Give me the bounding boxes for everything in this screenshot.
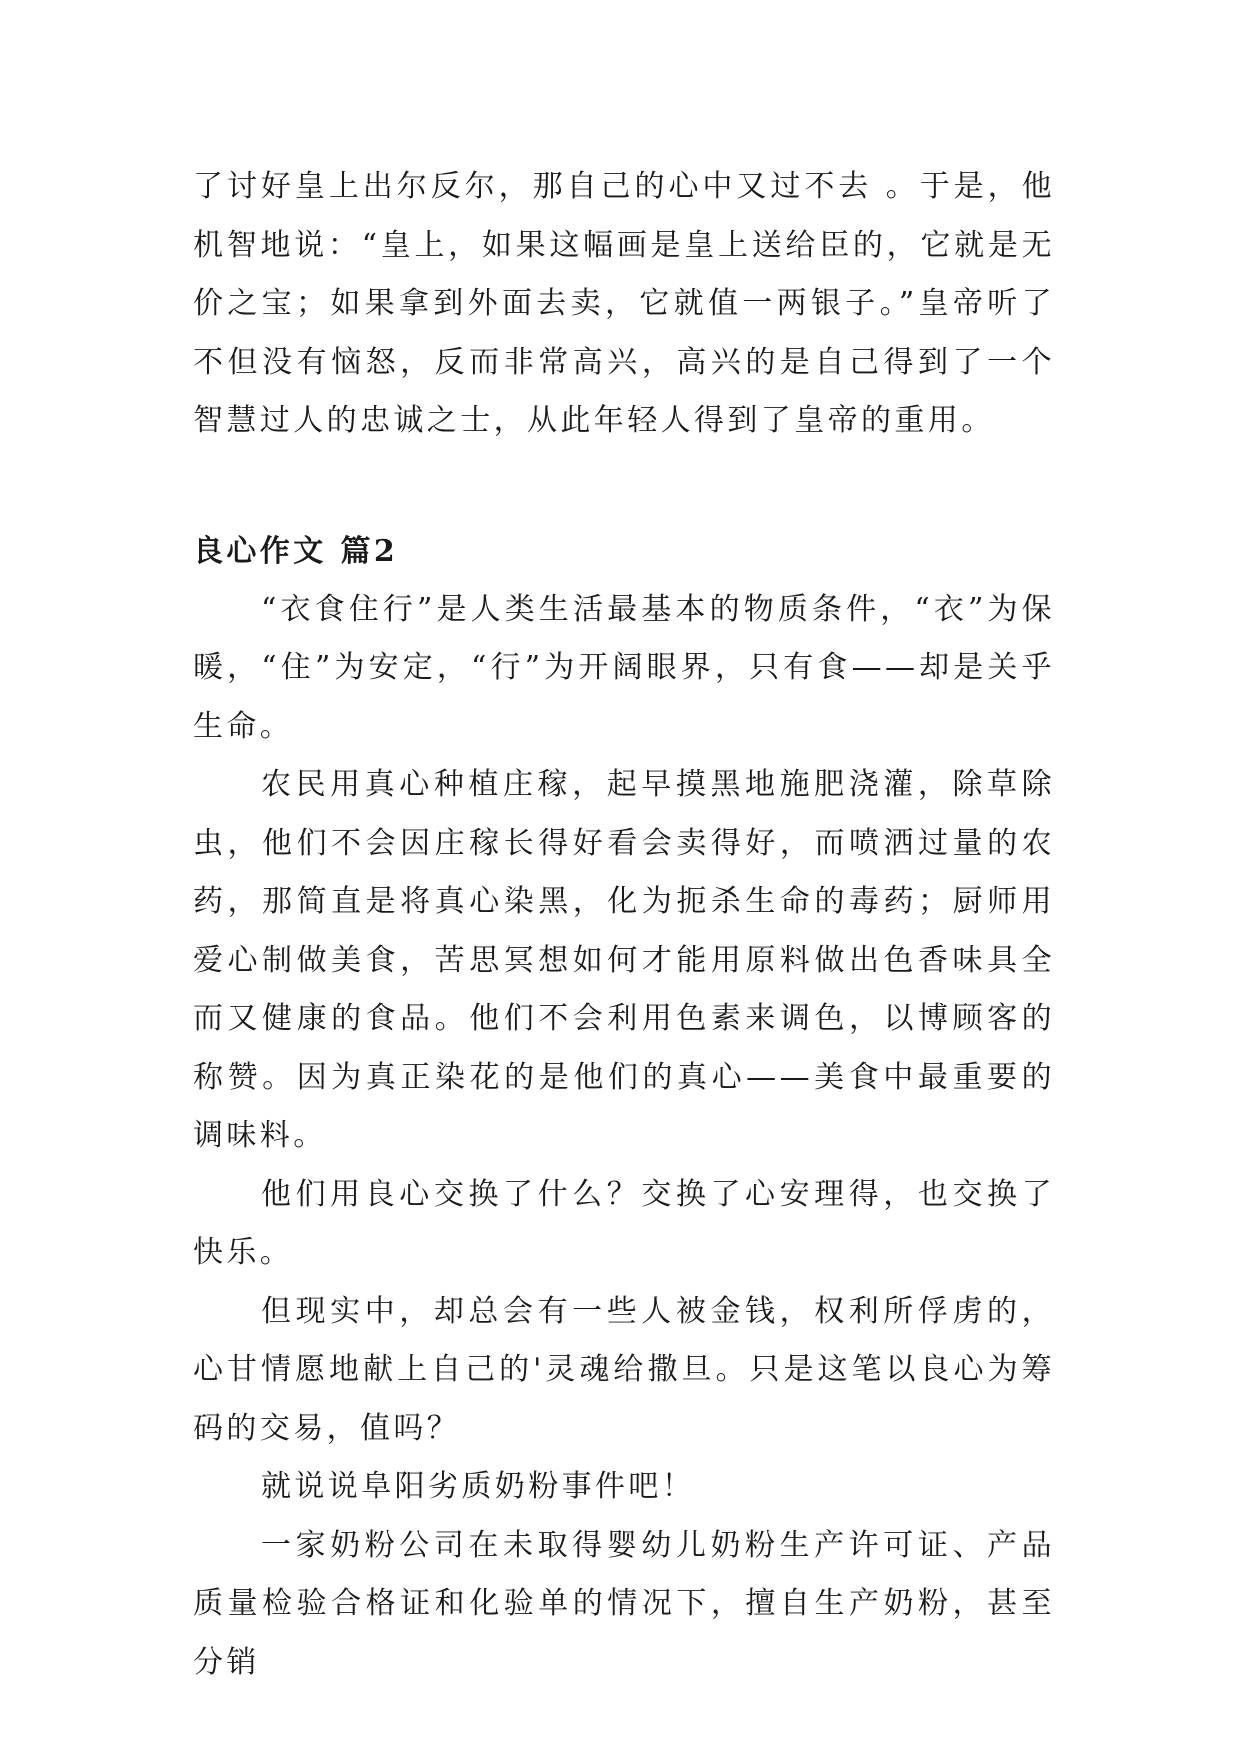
document-page — [193, 158, 1055, 1692]
body-paragraph-4: 但现实中，却总会有一些人被金钱，权利所俘虏的，心甘情愿地献上自己的'灵魂给撒旦。只是这笔以良心为筹码的交易，值吗？ — [193, 1293, 1055, 1446]
body-paragraph-5: 就说说阜阳劣质奶粉事件吧！ — [261, 1469, 696, 1504]
continuation-paragraph: 了讨好皇上出尔反尔，那自己的心中又过不去 。于是，他机智地说：“皇上，如果这幅画是皇上送给臣的，它就是无价之宝；如果拿到外面去卖，它就值一两银子。”皇帝听了不但没有恼怒，反而非常高兴，高兴的是自己得到了一个智慧过人的忠诚之士，从此年轻人得到了皇帝的重用。 — [193, 169, 1055, 438]
body-paragraph-2: 农民用真心种植庄稼，起早摸黑地施肥浇灌，除草除虫，他们不会因庄稼长得好看会卖得好，而喷洒过量的农药，那简直是将真心染黑，化为扼杀生命的毒药；厨师用爱心制做美食，苦思冥想如何才能用原料做出色香味具全而又健康的食品。他们不会利用色素来调色，以博顾客的称赞。因为真正染花的是他们的真心——美食中最重要的调味料。 — [193, 767, 1055, 1153]
section-title: 良心作文 篇2 — [193, 533, 399, 569]
body-paragraph-3: 他们用良心交换了什么？交换了心安理得，也交换了快乐。 — [193, 1176, 1055, 1270]
body-paragraph-1: “衣食住行”是人类生活最基本的物质条件，“衣”为保暖，“住”为安定，“行”为开阔眼界，只有食——却是关乎生命。 — [193, 591, 1055, 744]
body-paragraph-6: 一家奶粉公司在未取得婴幼儿奶粉生产许可证、产品质量检验合格证和化验单的情况下，擅自生产奶粉，甚至分销 — [193, 1527, 1055, 1680]
